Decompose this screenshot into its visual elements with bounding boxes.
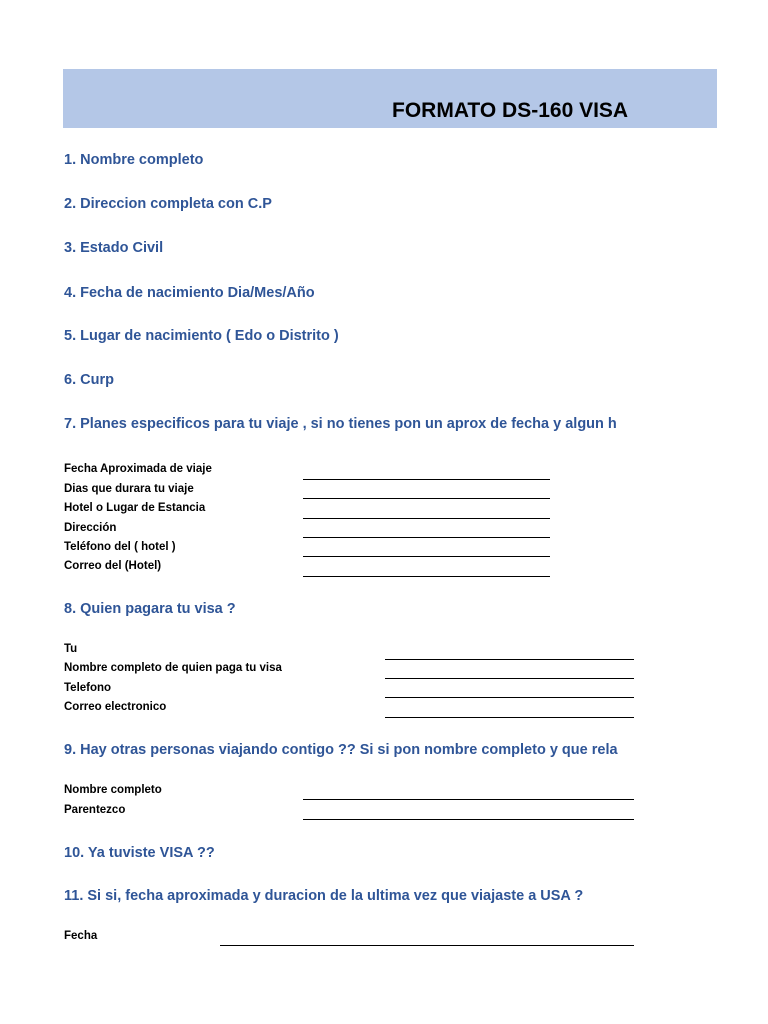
question-7: 7. Planes especificos para tu viaje , si no tienes pon un aprox de fecha y algun h	[64, 416, 617, 432]
question-2: 2. Direccion completa con C.P	[64, 196, 272, 212]
field-line-relationship[interactable]	[303, 819, 634, 820]
field-label-payer-name: Nombre completo de quien paga tu visa	[64, 662, 282, 674]
question-5: 5. Lugar de nacimiento ( Edo o Distrito )	[64, 328, 339, 344]
field-line-companion-name[interactable]	[303, 799, 634, 800]
field-label-trip-days: Dias que durara tu viaje	[64, 483, 194, 495]
field-line-address[interactable]	[303, 537, 550, 538]
form-title: FORMATO DS-160 VISA	[392, 99, 629, 122]
field-line-trip-days[interactable]	[303, 498, 550, 499]
field-line-trip-date[interactable]	[303, 479, 550, 480]
field-label-payer-phone: Telefono	[64, 682, 112, 694]
field-label-relationship: Parentezco	[64, 804, 126, 816]
field-line-last-visit-date[interactable]	[220, 945, 634, 946]
field-label-hotel-email: Correo del (Hotel)	[64, 560, 162, 572]
field-line-hotel-phone[interactable]	[303, 556, 550, 557]
field-line-payer-name[interactable]	[385, 678, 634, 679]
question-4: 4. Fecha de nacimiento Dia/Mes/Año	[64, 285, 315, 301]
question-8: 8. Quien pagara tu visa ?	[64, 601, 236, 617]
field-label-payer-self: Tu	[64, 643, 78, 655]
field-label-hotel: Hotel o Lugar de Estancia	[64, 502, 206, 514]
question-11: 11. Si si, fecha aproximada y duracion de la ultima vez que viajaste a USA ?	[64, 888, 584, 904]
field-label-hotel-phone: Teléfono del ( hotel )	[64, 541, 176, 553]
field-label-trip-date: Fecha Aproximada de viaje	[64, 463, 212, 475]
field-line-hotel-email[interactable]	[303, 576, 550, 577]
question-9: 9. Hay otras personas viajando contigo ?? Si si pon nombre completo y que rela	[64, 742, 618, 758]
question-6: 6. Curp	[64, 372, 114, 388]
field-line-payer-self[interactable]	[385, 659, 634, 660]
question-1: 1. Nombre completo	[64, 152, 204, 168]
field-label-companion-name: Nombre completo	[64, 784, 162, 796]
field-label-last-visit-date: Fecha	[64, 930, 98, 942]
field-label-payer-email: Correo electronico	[64, 701, 167, 713]
field-label-address: Dirección	[64, 522, 117, 534]
field-line-payer-email[interactable]	[385, 717, 634, 718]
question-10: 10. Ya tuviste VISA ??	[64, 845, 215, 861]
field-line-hotel[interactable]	[303, 518, 550, 519]
question-3: 3. Estado Civil	[64, 240, 164, 256]
field-line-payer-phone[interactable]	[385, 697, 634, 698]
